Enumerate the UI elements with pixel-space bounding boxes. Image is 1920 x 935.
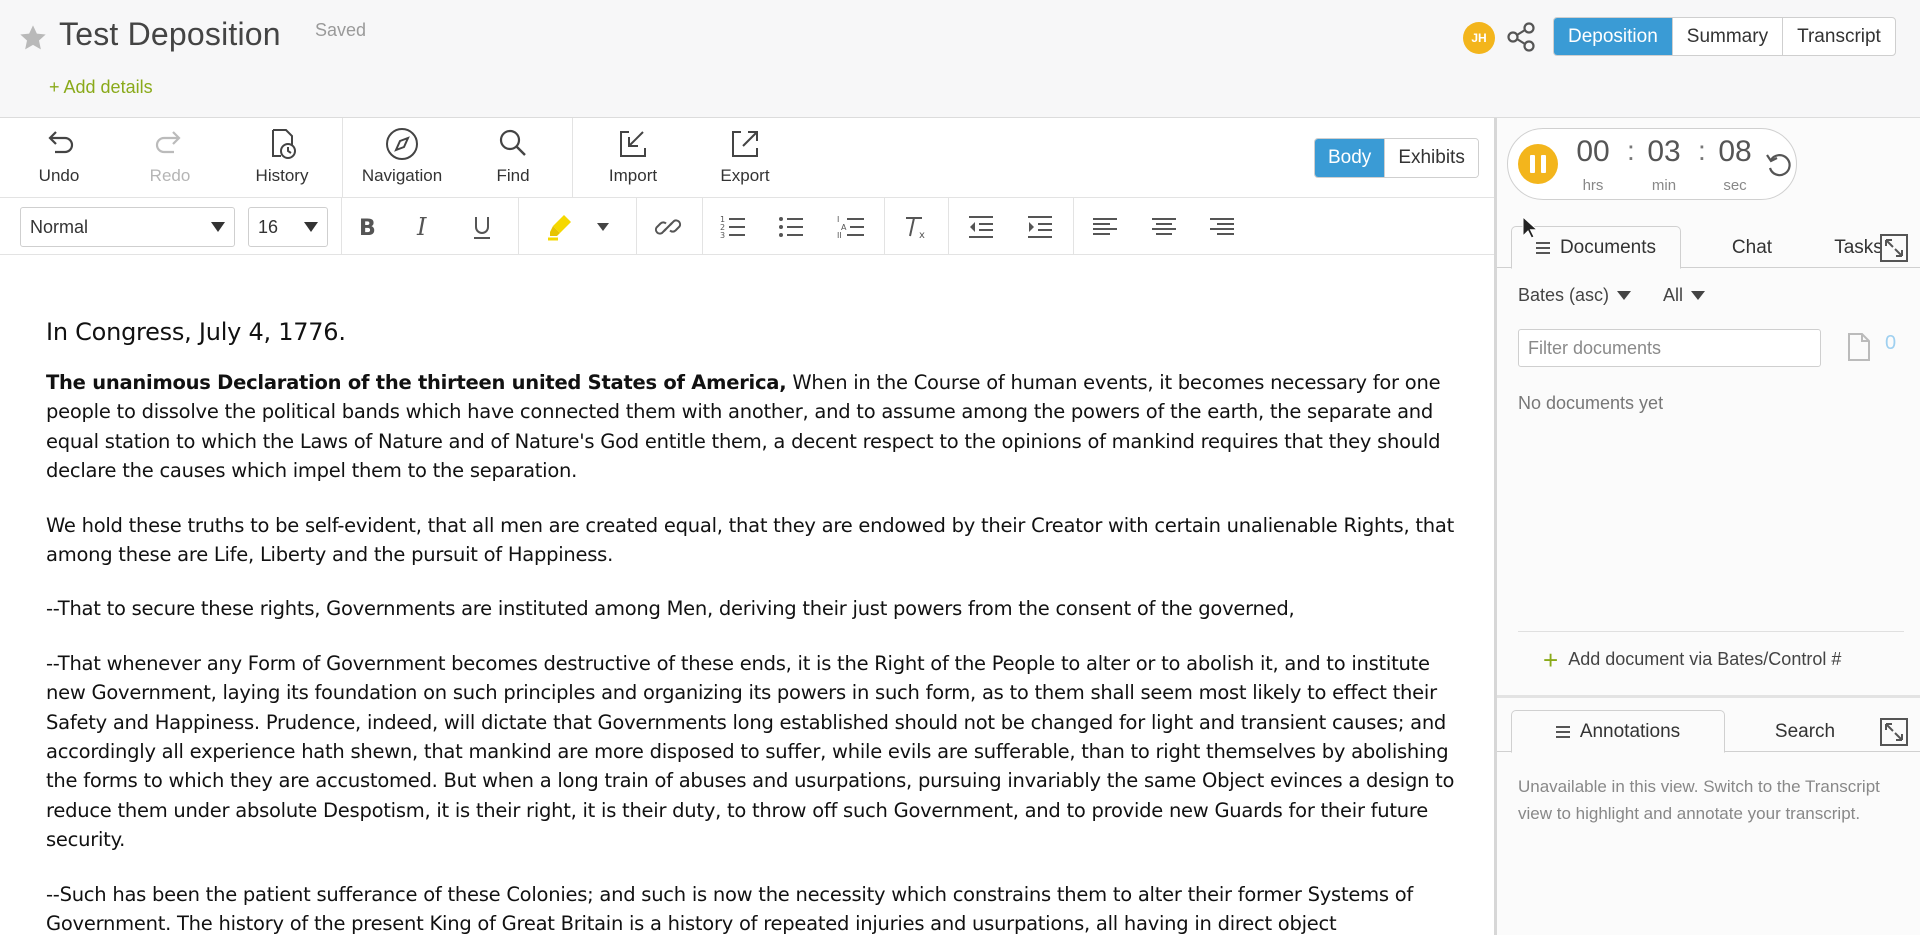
search-icon (495, 126, 531, 162)
timer-hours: 00 (1576, 135, 1610, 168)
file-icon (1845, 332, 1873, 362)
annotations-tabs (1497, 710, 1920, 752)
filter-documents-input[interactable] (1518, 329, 1821, 367)
bullet-list-icon (776, 212, 806, 242)
export-icon (727, 126, 763, 162)
chevron-down-icon (1691, 291, 1705, 300)
document-body[interactable] (46, 316, 1456, 935)
reset-icon[interactable] (1763, 149, 1795, 181)
numbered-list-button[interactable] (716, 210, 750, 244)
pause-icon (1541, 155, 1546, 173)
toolbar-divider (342, 118, 343, 198)
history-button[interactable] (254, 126, 310, 190)
bold-text: The unanimous Declaration of the thirteen united States of America, (46, 371, 787, 394)
indent-button[interactable] (1023, 210, 1057, 244)
clear-format-button[interactable] (898, 210, 932, 244)
page-title[interactable]: Test Deposition (59, 16, 281, 52)
find-label: Find (496, 166, 530, 185)
history-icon (264, 126, 300, 162)
compass-icon (384, 126, 420, 162)
tab-exhibits[interactable]: Exhibits (1384, 139, 1478, 177)
svg-text:B: B (359, 216, 376, 241)
link-button[interactable] (651, 210, 685, 244)
tab-documents-label: Documents (1559, 236, 1657, 258)
format-divider (518, 198, 519, 255)
tab-summary[interactable]: Summary (1672, 18, 1782, 55)
menu-icon (1556, 726, 1570, 738)
undo-icon (41, 126, 77, 162)
documents-tabs (1497, 226, 1920, 268)
timer-seconds: 08 (1718, 135, 1752, 168)
bold-icon (351, 212, 381, 242)
align-left-button[interactable] (1088, 210, 1122, 244)
paragraph[interactable]: --That to secure these rights, Governments are instituted among Men, deriving their just powers from the consent of the governed, (46, 597, 1295, 621)
undo-button[interactable] (36, 126, 82, 190)
document-heading[interactable]: In Congress, July 4, 1776. (46, 318, 346, 346)
format-divider (1073, 198, 1074, 255)
filter-dropdown[interactable] (1663, 285, 1705, 306)
paragraph-style-select[interactable] (20, 207, 235, 247)
filter-value: All (1663, 285, 1684, 305)
underline-icon (467, 212, 497, 242)
format-divider (636, 198, 637, 255)
format-divider (948, 198, 949, 255)
align-center-icon (1149, 212, 1179, 242)
export-button[interactable] (717, 126, 773, 190)
bullet-list-button[interactable] (774, 210, 808, 244)
outline-list-icon (836, 212, 866, 242)
import-label: Import (608, 166, 658, 185)
highlighter-icon (545, 212, 575, 242)
pause-button[interactable] (1518, 144, 1558, 184)
font-size-select[interactable] (248, 207, 328, 247)
expand-icon[interactable] (1880, 718, 1908, 746)
divider (1518, 631, 1904, 632)
indent-icon (1025, 212, 1055, 242)
svg-text:3: 3 (720, 231, 726, 240)
plus-icon: + (1543, 644, 1559, 675)
svg-text:I: I (417, 213, 427, 241)
timer-hours-label: hrs (1582, 177, 1604, 194)
outline-list-button[interactable] (834, 210, 868, 244)
avatar[interactable]: JH (1463, 22, 1495, 54)
paragraph[interactable]: --That whenever any Form of Government becomes destructive of these ends, it is the Right of the People to alter or to abolish it, and to institute new Government, laying its foundation on such principles and organizing its powers in such form, as to them shall seem most likely to effect their Safety and Happiness. Prudence, indeed, will dictate that Governments long established should not be changed for light and transient causes; and accordingly all experience hath shewn, that mankind are more disposed to suffer, while evils are sufferable, than to right themselves by abolishing the forms to which they are accustomed. But when a long train of abuses and usurpations, pursuing invariably the same Object evinces a design to reduce them under absolute Despotism, it is their right, it is their duty, to throw off such Government, and to provide new Guards for their future security. (46, 651, 1455, 852)
format-divider (702, 198, 703, 255)
numbered-list-icon (718, 212, 748, 242)
save-status: Saved (315, 20, 367, 40)
redo-icon (152, 126, 188, 162)
clear-format-icon (900, 212, 930, 242)
annotations-message: Unavailable in this view. Switch to the Transcript view to highlight and annotate your transcript. (1518, 777, 1880, 823)
italic-icon (408, 212, 438, 242)
highlight-button[interactable] (543, 210, 577, 244)
paragraph[interactable]: --Such has been the patient sufferance of these Colonies; and such is now the necessity which constrains them to alter their former Systems of Government. The history of the present King of Great Britain is a history of repeated injuries and usurpations, all having in direct object (46, 882, 1413, 935)
add-details-link[interactable]: + Add details (49, 77, 153, 97)
tab-chat[interactable]: Chat (1731, 236, 1773, 258)
mouse-cursor-icon (1522, 216, 1538, 240)
svg-text:2: 2 (720, 223, 726, 232)
svg-text:A: A (841, 223, 847, 232)
font-size-value: 16 (258, 216, 279, 237)
bold-button[interactable] (349, 210, 383, 244)
sort-dropdown[interactable] (1518, 285, 1631, 306)
format-divider (341, 198, 342, 255)
tab-transcript[interactable]: Transcript (1782, 18, 1895, 55)
outdent-button[interactable] (964, 210, 998, 244)
share-icon[interactable] (1504, 20, 1538, 54)
history-label: History (255, 166, 309, 185)
paragraph-text: When in the Course of human events, it becomes necessary for one people to dissolve the political bands which have connected them with another, and to assume among the powers of the earth, the separate and equal station to which the Laws of Nature and of Nature's God entitle them, a decent respect to the opinions of mankind requires that they should declare the causes which impel them to the separation. (46, 371, 1441, 483)
view-switcher (1553, 17, 1896, 56)
toolbar-divider (572, 118, 573, 198)
underline-button[interactable] (465, 210, 499, 244)
timer-seconds-label: sec (1723, 177, 1747, 194)
chevron-down-icon (211, 222, 225, 232)
chevron-down-icon (588, 212, 618, 242)
timer-separator: : (1627, 135, 1635, 166)
paragraph[interactable] (46, 368, 1456, 486)
tab-deposition[interactable]: Deposition (1554, 18, 1672, 55)
import-button[interactable] (605, 126, 661, 190)
undo-label: Undo (38, 166, 80, 185)
document-count: 0 (1885, 332, 1897, 354)
navigation-label: Navigation (361, 166, 443, 185)
main-toolbar (0, 118, 1494, 198)
tab-search[interactable]: Search (1774, 720, 1836, 742)
redo-button[interactable] (147, 126, 193, 190)
chevron-down-icon (304, 222, 318, 232)
panel-divider[interactable] (1497, 695, 1920, 698)
italic-button[interactable] (406, 210, 440, 244)
document-editor[interactable] (0, 256, 1494, 935)
svg-text:I: I (837, 215, 840, 224)
paragraph[interactable]: We hold these truths to be self-evident, that all men are created equal, that they are endowed by their Creator with certain unalienable Rights, that among these are Life, Liberty and the pursuit of Happiness. (46, 513, 1454, 567)
align-center-button[interactable] (1147, 210, 1181, 244)
deposition-timer (1507, 128, 1797, 200)
tab-body[interactable]: Body (1315, 139, 1384, 177)
align-left-icon (1090, 212, 1120, 242)
svg-text:x: x (919, 230, 925, 241)
tab-tasks[interactable]: Tasks (1834, 236, 1883, 258)
add-document-link[interactable] (1543, 644, 1842, 675)
timer-minutes: 03 (1647, 135, 1681, 168)
menu-icon (1536, 242, 1550, 254)
sort-value: Bates (asc) (1518, 285, 1610, 305)
outdent-icon (966, 212, 996, 242)
highlight-color-dropdown[interactable] (586, 210, 620, 244)
link-icon (653, 212, 683, 242)
redo-label: Redo (149, 166, 191, 185)
add-document-label: Add document via Bates/Control # (1568, 649, 1842, 669)
paragraph-style-value: Normal (30, 216, 89, 237)
empty-state: No documents yet (1518, 393, 1664, 413)
chevron-down-icon (1617, 291, 1631, 300)
timer-minutes-label: min (1651, 177, 1677, 194)
header (0, 0, 1920, 118)
import-icon (615, 126, 651, 162)
expand-icon[interactable] (1880, 234, 1908, 262)
tab-annotations-label: Annotations (1579, 720, 1681, 742)
navigation-button[interactable] (357, 126, 447, 190)
align-right-button[interactable] (1205, 210, 1239, 244)
export-label: Export (720, 166, 770, 185)
timer-separator: : (1698, 135, 1706, 166)
body-exhibits-switcher (1314, 138, 1479, 178)
format-toolbar (0, 198, 1494, 255)
svg-text:II: II (837, 231, 842, 240)
star-icon[interactable] (17, 22, 49, 54)
format-divider (884, 198, 885, 255)
find-button[interactable] (493, 126, 533, 190)
side-panel (1497, 118, 1920, 935)
pause-icon (1530, 155, 1535, 173)
align-right-icon (1207, 212, 1237, 242)
tab-annotations[interactable] (1511, 710, 1725, 753)
svg-text:1: 1 (720, 215, 726, 224)
